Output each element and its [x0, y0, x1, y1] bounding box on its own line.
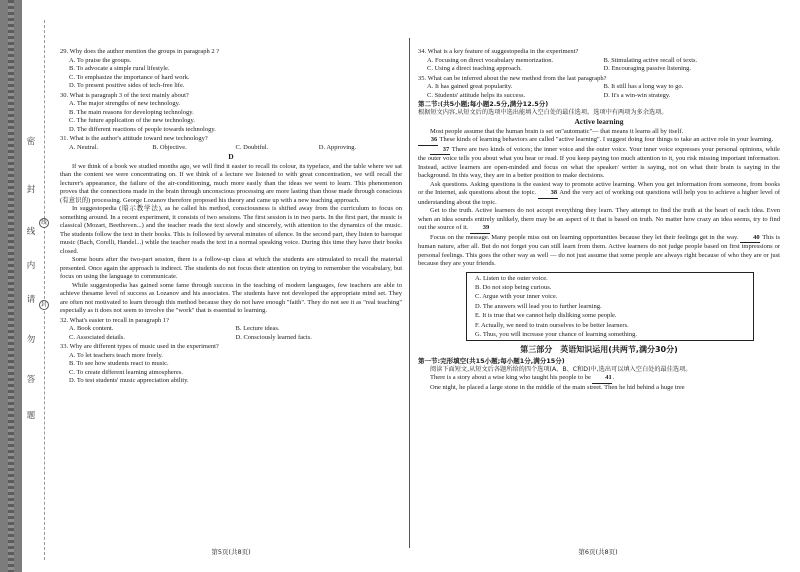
box-option: B. Do not stop being curious.	[475, 283, 552, 291]
seal-char: 题	[26, 411, 36, 421]
box-option: G. Thus, you will increase your chance of learning something.	[475, 330, 637, 338]
blank-39: 39	[470, 224, 490, 234]
question-stem: 31. What is the author's attitude toward new technology?	[60, 135, 208, 142]
page-5-column	[60, 47, 402, 386]
option: B. The main reasons for developing technology.	[69, 108, 194, 116]
option: A. To praise the groups.	[69, 56, 132, 64]
option: A. Focusing on direct vocabulary memorization.	[427, 56, 554, 64]
option: C. Using a direct teaching approach.	[427, 65, 522, 72]
option: C. Associated details.	[69, 333, 125, 341]
question-stem: 34. What is a key feature of suggestopedia in the experiment?	[418, 48, 579, 55]
option: C. To emphasize the importance of hard work.	[69, 73, 190, 81]
question-29	[60, 48, 402, 91]
question-stem: 33. Why are different types of music used in the experiment?	[60, 343, 219, 350]
box-option: F. Actually, we need to train ourselves to be better learners.	[475, 321, 629, 329]
text: There is a story about a wise king who taught his people to be	[430, 374, 591, 382]
option: D. To present positive sides of tech-free life.	[69, 82, 185, 89]
question-stem: 35. What can be inferred about the new method from the last paragraph?	[418, 74, 607, 82]
seal-cut-line	[44, 20, 45, 560]
seal-char: 内	[26, 261, 36, 271]
question-31	[60, 135, 402, 152]
seal-mark: 封	[39, 300, 49, 310]
seal-char: 答	[26, 375, 36, 385]
option: B. It still has a long way to go.	[603, 83, 684, 90]
option: C. The future application of the new technology.	[69, 117, 195, 124]
option: B. Objective.	[152, 143, 187, 151]
blank-40: 40	[740, 234, 760, 244]
question-30	[60, 92, 402, 135]
cloze-paragraph	[418, 374, 780, 384]
page-divider	[409, 38, 410, 548]
box-option: C. Argue with your inner voice.	[475, 293, 558, 301]
section-2-instruction: 根据短文内容,从短文后的选项中选出能填入空白处的最佳选项。选项中有两项为多余选项。	[418, 108, 668, 116]
box-option: D. The answers will lead you to further learning.	[475, 302, 602, 310]
option: A. To let teachers teach more freely.	[69, 351, 163, 359]
passage-paragraph	[418, 146, 780, 181]
part-3-title: 第三部分 英语知识运用(共两节,满分30分)	[520, 345, 678, 355]
option: D. Consciously learned facts.	[235, 333, 312, 341]
blank-36: 36	[418, 136, 438, 146]
text: Most people assume that the human brain is set on"automatic"— that means it learns all by itself.	[430, 127, 684, 135]
question-32	[60, 317, 402, 343]
option: D. Approving.	[318, 143, 357, 151]
cloze-paragraph: One night, he placed a large stone in the middle of the main street. Then he hid behind a huge tree	[430, 383, 685, 391]
blank-41: 41	[592, 374, 612, 384]
passage-paragraph: Some hours after the two-part session, there is a follow-up class at which the students are stimulated to recall the material presented. Once again the approach is indirect. The students do not focus their attention on trying to remember the vocabulary, but focus on using the language to communicate.	[60, 256, 402, 280]
passage-paragraph: While suggestopedia has gained some fame through success in the teaching of modern languages, few teachers are able to achieve thesame level of success as Lozanov and his associates. The students have not developed the appropriate mind set. They are often not motivated to learn through this method because they do not have enough "faith". They do not see it as "real teaching" especially as it does not seem to involve the "work" that is essential to learning.	[60, 281, 402, 314]
question-34	[418, 48, 780, 74]
option: B. Stimulating active recall of texts.	[603, 56, 698, 64]
blank-37: 37	[430, 146, 450, 156]
section-2-title: 第二节:(共5小题;每小题2.5分,满分12.5分)	[418, 100, 549, 108]
option: A. The major strengths of new technology.	[69, 100, 181, 107]
seal-char: 封	[26, 185, 36, 195]
page-6-column	[418, 47, 780, 392]
passage-title: Active learning	[574, 117, 624, 126]
option: C. To create different learning atmospheres.	[69, 368, 183, 376]
seal-char: 请	[26, 295, 36, 305]
passage-label: D	[228, 152, 234, 161]
text: .	[612, 374, 615, 382]
question-stem: 32. What's easier to recall in paragraph 1?	[60, 316, 169, 324]
passage-paragraph	[418, 181, 780, 208]
text: Focus on the message. Many people miss out on learning opportunities because they let their feelings get in the way.	[430, 233, 739, 241]
seal-char: 线	[26, 227, 36, 237]
question-stem: 29. Why does the author mention the groups in paragraph 2 ?	[60, 48, 220, 55]
text: There are two kinds of voices; the inner voice and the outer voice. Your inner voice expresses your personal opinions, while the outer voice tells you about what you hear or read. If you keep paying too much attention to it, you risk missing important information. Instead, active learners are open-minded and focus on what the speaker/ writer is saying, not on what their brain is saying in the background. In this way, they are in a better position to make decisions.	[418, 145, 780, 179]
text: This is human nature, after all. But do not forget you can still learn from them. Active learners do not judge people based on first impressions or personal feelings. This goes the other way as well — do not just assume that some people are always right because of who they are or just because they are your friends.	[418, 233, 781, 267]
seal-line-label	[23, 0, 37, 572]
text: Ask questions. Asking questions is the easiest way to promote active learning. When you get information from someone, from books or the Internet, ask questions about the topic.	[418, 180, 780, 196]
option: C. Students' attitude helps its success.	[427, 91, 526, 99]
option: B. To advocate a simple rural lifestyle.	[69, 65, 170, 72]
passage-paragraph: In suggestopedia (暗示教学法), as he called his method, consciousness is shifted away from the curriculum to focus on something around. In a recent experiment, it consists of two sessions. The first session is in two parts. In the first part, the music is classical (Mozart, Beethoven...) and the teacher reads the text slowly and sincerely, with attention to the dynamics of the music. The students follow the text in their books. This is followed by several minutes of silence. In the second part, they listen to baroque music (Bach, Corelli, Handel...) while the teacher reads the text in a normal speaking voice. During this time they have their books closed.	[60, 205, 402, 255]
box-option: E. It is true that we cannot help disliking some people.	[475, 312, 617, 320]
seal-char: 勿	[26, 335, 36, 345]
question-stem: 30. What is paragraph 3 of the text mainly about?	[60, 91, 189, 99]
options-box	[466, 272, 754, 342]
box-option: A. Listen to the outer voice.	[475, 274, 548, 282]
option: C. Doubtful.	[235, 143, 269, 151]
option: D. To test students' music appreciation ability.	[69, 377, 189, 384]
text: These kinds of learning behaviors are called "active learning". I suggest doing four things to take an active role in your learning.	[438, 136, 774, 143]
option: D. It's a win-win strategy.	[603, 91, 671, 99]
option: D. Encouraging passive listening.	[603, 65, 692, 72]
question-35	[418, 75, 780, 101]
text: And the very act of working out questions will help you to achieve a higher level of understanding about the topic.	[418, 189, 780, 206]
section-1-title: 第一节:完形填空(共15小题;每小题1分,满分15分)	[418, 357, 565, 366]
page-number-left: 第5页(共8页)	[211, 548, 251, 556]
option: A. Neutral.	[69, 143, 99, 151]
passage-paragraph	[418, 128, 780, 146]
passage-paragraph: If we think of a book we studied months ago, we will find it easier to recall its colour, its typeface, and the table where we sat than the content we were concentrating on. If we think of a lecture we listened to with great concentration, we will recall the lecturer's appearance, the failure of the air-conditioning, much more easily than the ideas we went to learn. This phenomenon proves that the connections made in the brain through unconscious processing are more lasting than those made through conscious (有意识的) processing. George Lozanov therefore proposed his theory and came up with a new teaching approach.	[60, 162, 402, 204]
option: B. To see how students react to music.	[69, 360, 169, 367]
binding-strip	[0, 0, 22, 572]
section-1-instruction: 阅读下面短文,从短文后各题所给的四个选项(A、B、C和D)中,选出可以填入空白处的最佳选项。	[430, 365, 692, 373]
blank-38: 38	[538, 189, 558, 199]
option: D. The different reactions of people towards technology.	[69, 125, 216, 133]
passage-paragraph	[418, 234, 780, 269]
passage-paragraph	[418, 207, 780, 234]
seal-mark: 线	[39, 218, 49, 228]
option: A. It has gained great popularity.	[427, 83, 513, 90]
seal-char: 密	[26, 137, 36, 147]
text: Get to the truth. Active learners do not accept everything they learn. They attempt to find the truth at the heart of each idea. Even when an idea sounds entirely unlikely, there may be an aspect of it that is based on truth. No matter how crazy an idea seems, try to find out the source of it.	[418, 207, 780, 231]
option: B. Lecture ideas.	[235, 325, 280, 332]
page-number-right: 第6页(共8页)	[578, 548, 618, 556]
question-33	[60, 343, 402, 386]
option: A. Book content.	[69, 325, 114, 332]
